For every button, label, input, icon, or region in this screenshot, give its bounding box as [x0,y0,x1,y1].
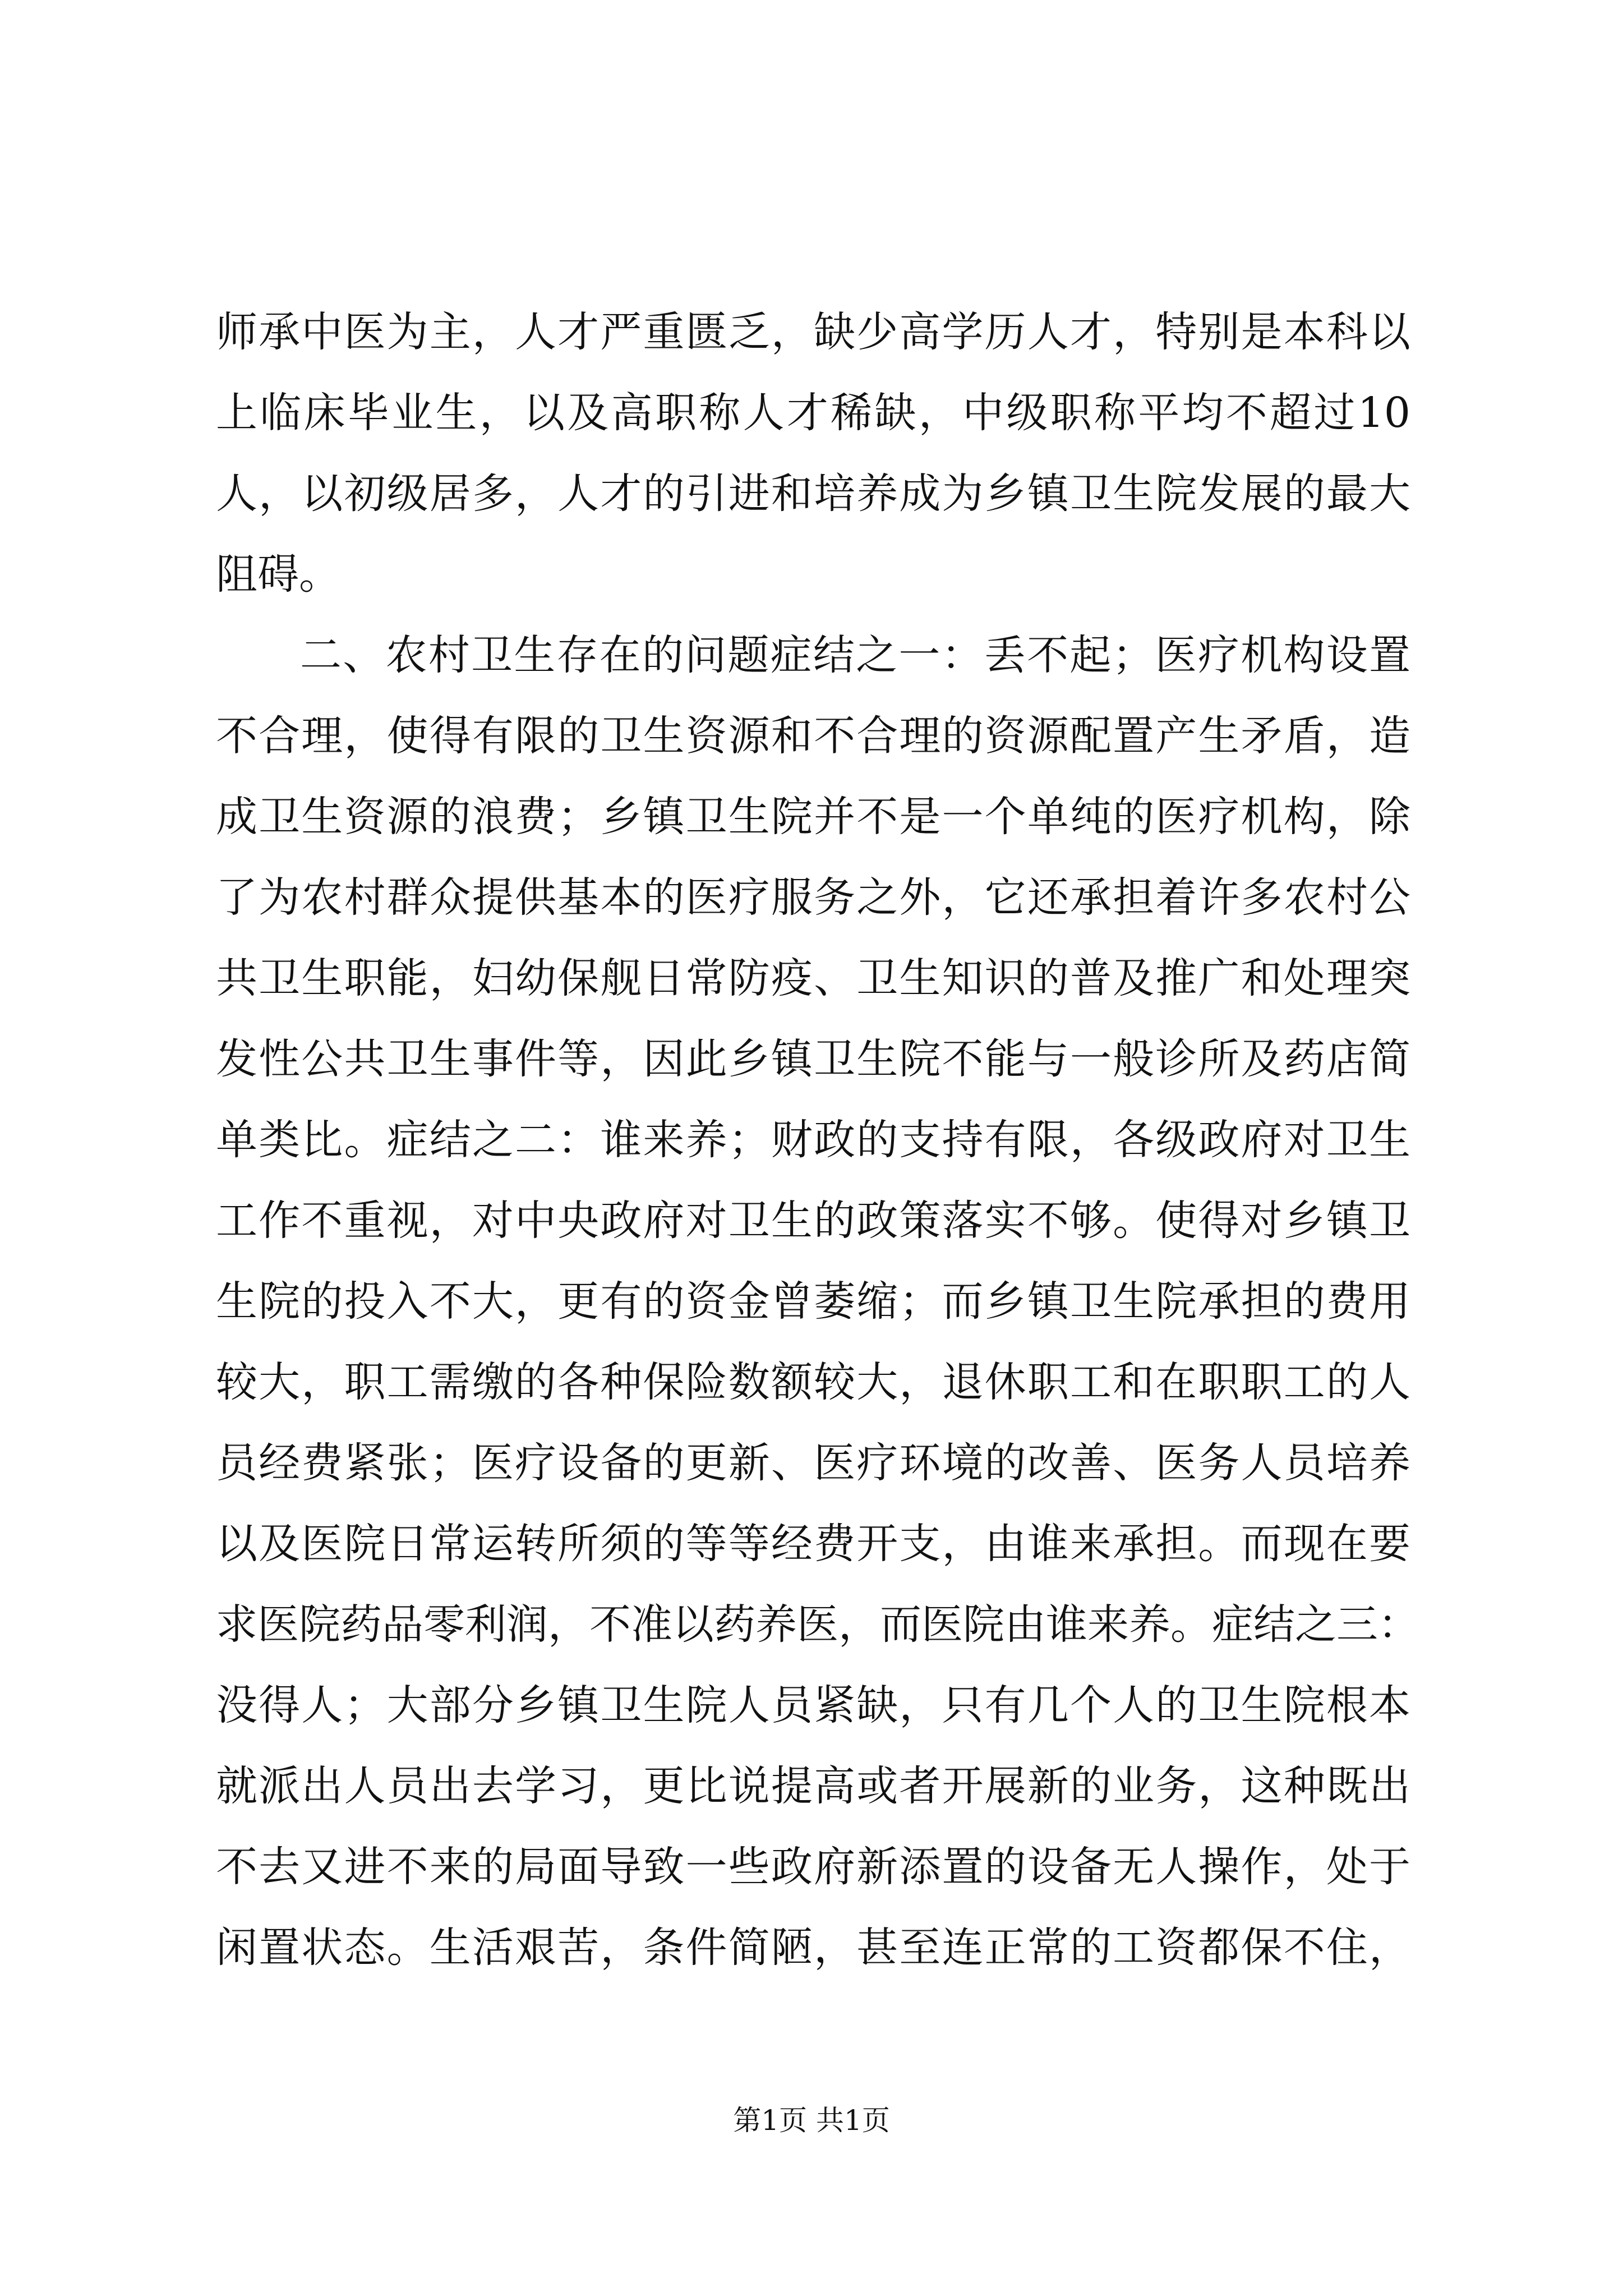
text-line: 求医院药品零利润，不准以药养医，而医院由谁来养。症结之三： [216,1600,1419,1649]
page-footer [0,2101,1623,2140]
text-line: 没得人；大部分乡镇卫生院人员紧缺，只有几个人的卫生院根本 [216,1681,1410,1729]
text-line: 不去又进不来的局面导致一些政府新添置的设备无人操作，处于 [216,1843,1410,1891]
text-line: 阻碍。 [216,550,340,599]
document-body [216,292,1419,1988]
paragraph-first-line: 二、农村卫生存在的问题症结之一：丢不起；医疗机构设置 [300,631,1410,679]
text-line: 发性公共卫生事件等，因此乡镇卫生院不能与一般诊所及药店简 [216,1035,1410,1083]
text-line: 较大，职工需缴的各种保险数额较大，退休职工和在职职工的人 [216,1358,1410,1406]
text-line: 共卫生职能，妇幼保舰日常防疫、卫生知识的普及推广和处理突 [216,954,1410,1002]
text-line: 以及医院日常运转所须的等等经费开支，由谁来承担。而现在要 [216,1520,1410,1568]
text-line: 工作不重视，对中央政府对卫生的政策落实不够。使得对乡镇卫 [216,1197,1410,1245]
text-line: 闲置状态。生活艰苦，条件简陋，甚至连正常的工资都保不住， [216,1924,1410,1972]
text-line: 不合理，使得有限的卫生资源和不合理的资源配置产生矛盾，造 [216,712,1410,760]
text-line: 员经费紧张；医疗设备的更新、医疗环境的改善、医务人员培养 [216,1439,1410,1487]
text-line: 上临床毕业生，以及高职称人才稀缺，中级职称平均不超过10 [216,389,1410,437]
text-line: 就派出人员出去学习，更比说提高或者开展新的业务，这种既出 [216,1762,1410,1810]
text-line: 师承中医为主，人才严重匮乏，缺少高学历人才，特别是本科以 [216,308,1410,356]
text-line: 单类比。症结之二：谁来养；财政的支持有限，各级政府对卫生 [216,1116,1410,1164]
text-line: 人，以初级居多，人才的引进和培养成为乡镇卫生院发展的最大 [216,470,1410,518]
text-line: 生院的投入不大，更有的资金曾萎缩；而乡镇卫生院承担的费用 [216,1277,1410,1326]
text-line: 成卫生资源的浪费；乡镇卫生院并不是一个单纯的医疗机构，除 [216,793,1410,841]
page-number-label: 第1页 共1页 [733,2104,890,2137]
text-line: 了为农村群众提供基本的医疗服务之外，它还承担着许多农村公 [216,873,1410,922]
